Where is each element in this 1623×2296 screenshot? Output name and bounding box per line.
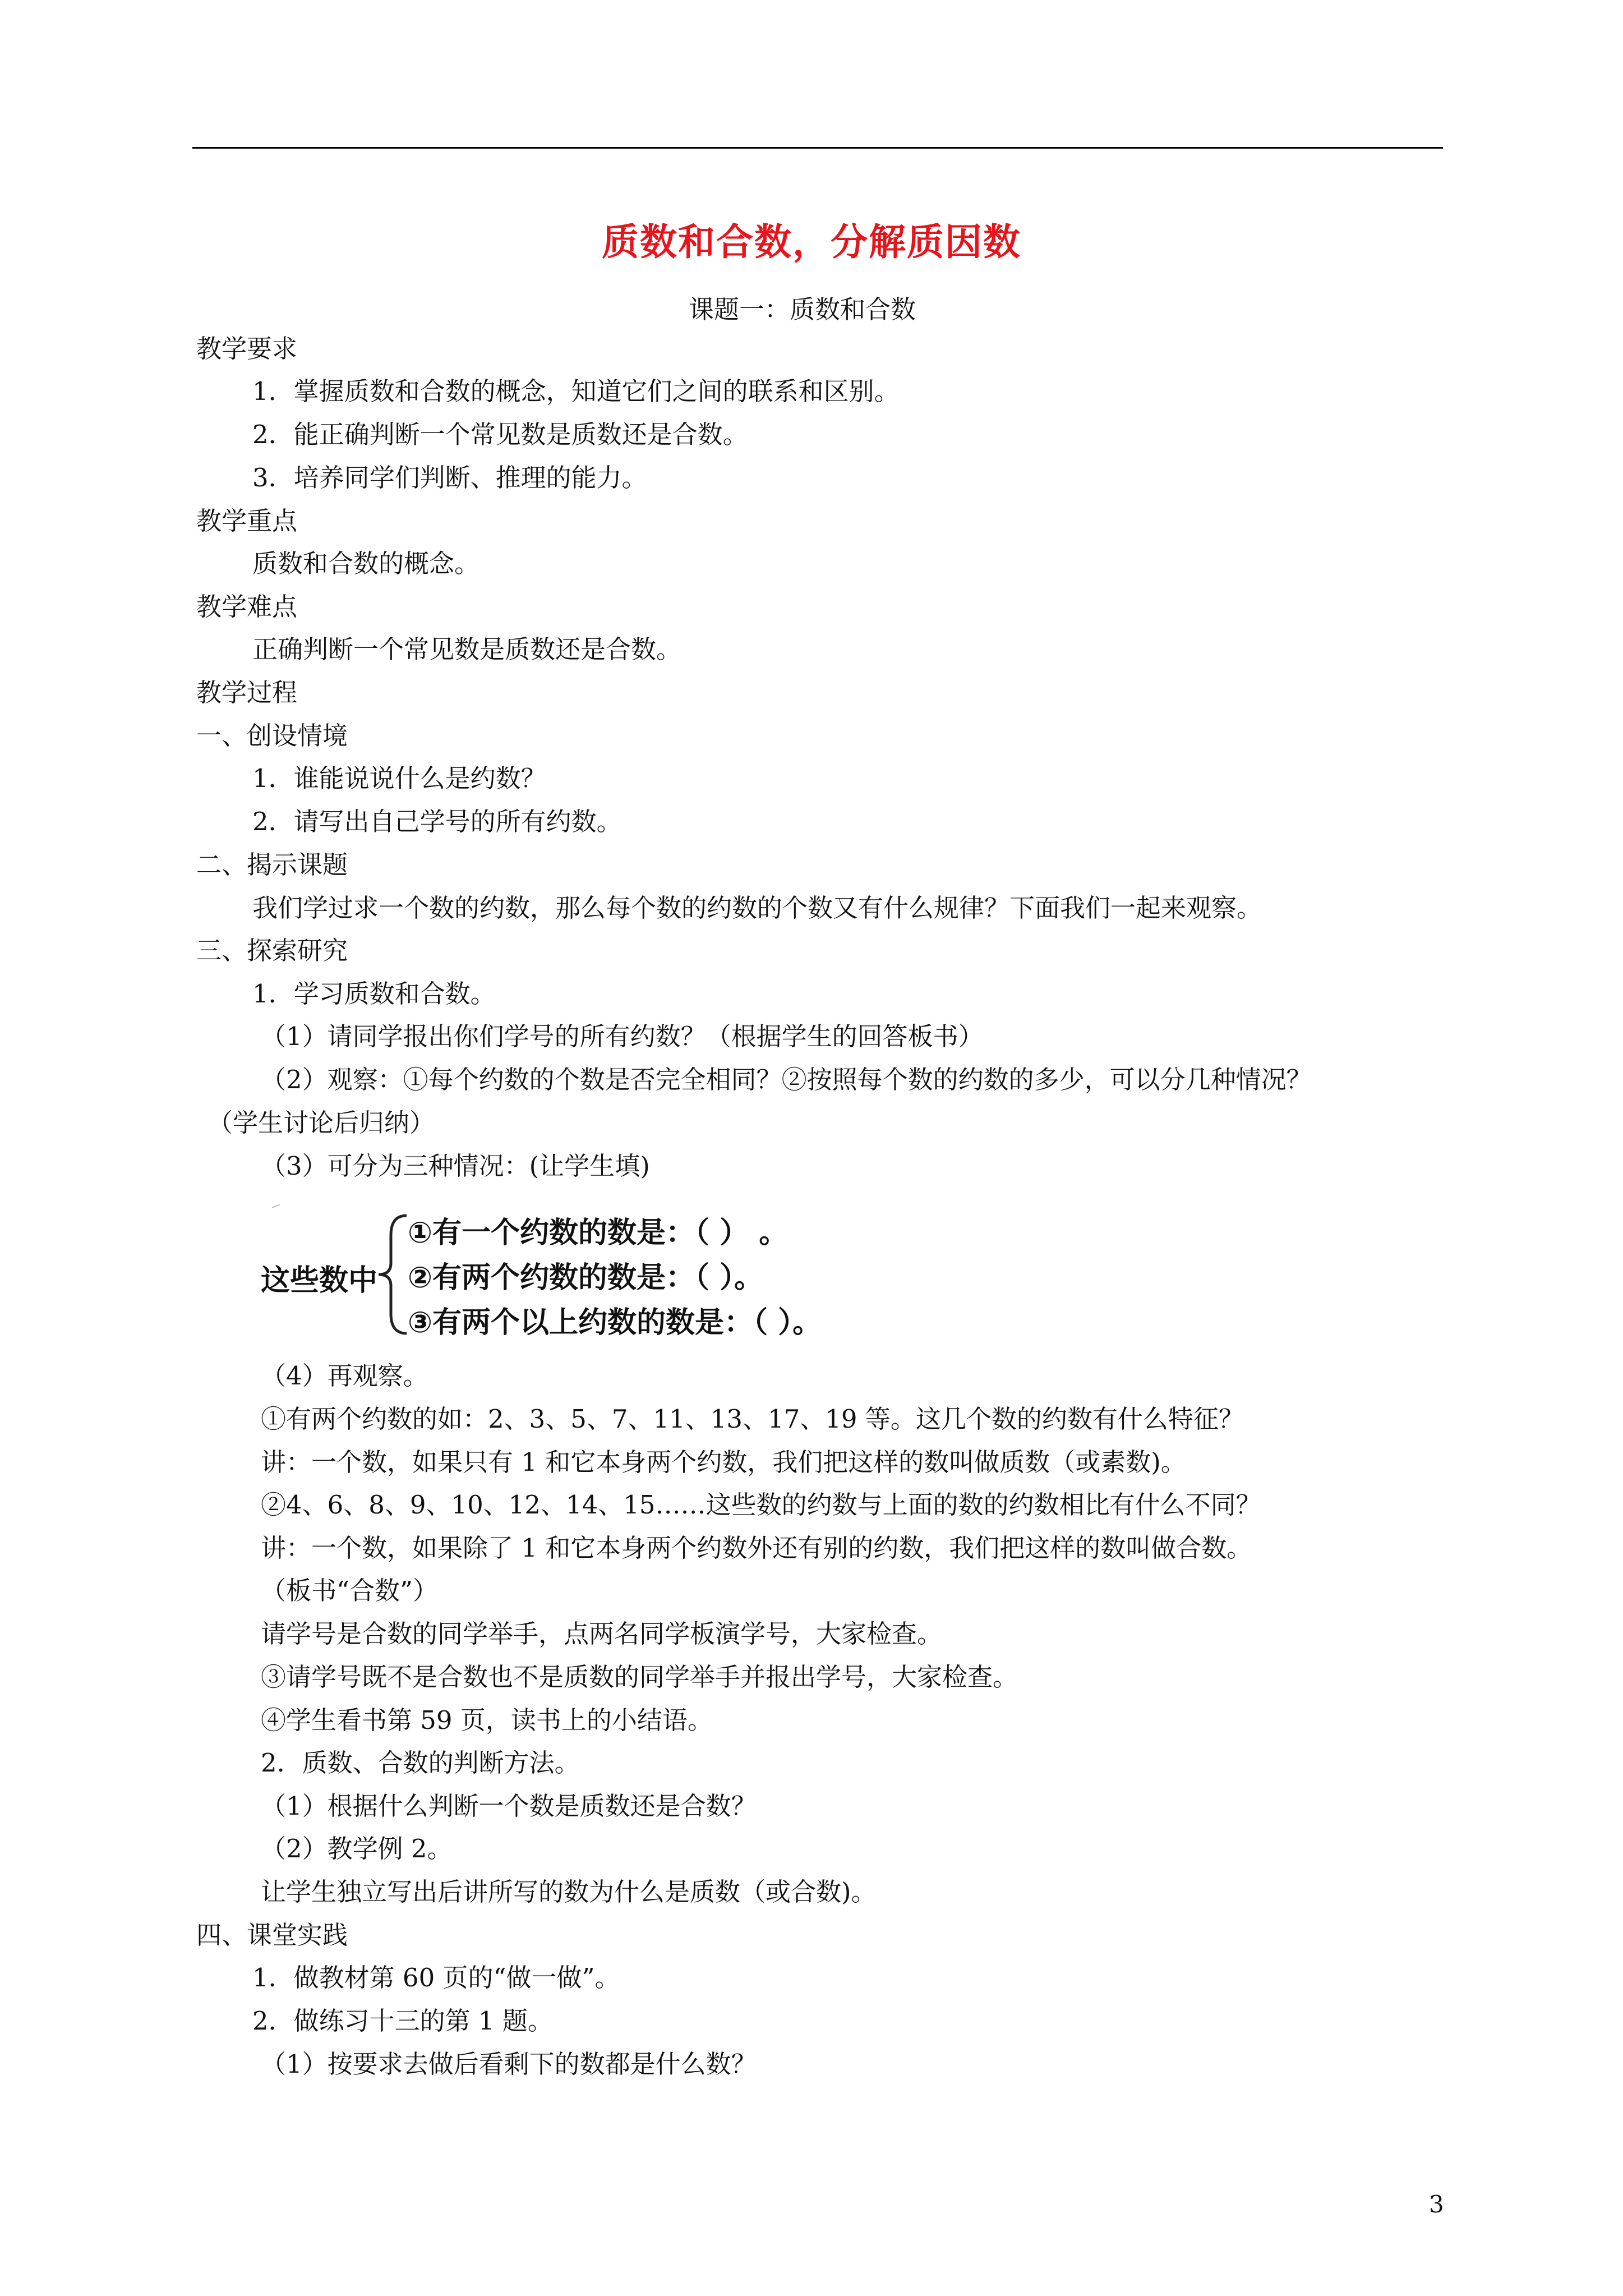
section-3-line: ④学生看书第 59 页，读书上的小结语。 [261, 1705, 713, 1735]
section-4-item: 1．做教材第 60 页的“做一做”。 [252, 1963, 620, 1993]
section-3-method: 让学生独立写出后讲所写的数为什么是质数（或合数)。 [261, 1877, 877, 1907]
requirement-item: 2．能正确判断一个常见数是质数还是合数。 [252, 420, 748, 449]
classification-figure [255, 1203, 872, 1349]
section-3-line: ①有两个约数的如：2、3、5、7、11、13、17、19 等。这几个数的约数有什么特征？ [261, 1404, 1244, 1434]
section-1-heading: 一、创设情境 [196, 721, 348, 751]
section-3-method: （1）根据什么判断一个数是质数还是合数？ [261, 1791, 757, 1821]
scan-mark [272, 1204, 280, 1208]
section-3-line: ③请学号既不是合数也不是质数的同学举手并报出学号，大家检查。 [261, 1662, 1018, 1692]
section-2-text: 我们学过求一个数的约数，那么每个数的约数的个数又有什么规律？下面我们一起来观察。 [252, 893, 1262, 923]
heading-difficulties: 教学难点 [196, 592, 298, 622]
section-3-subheading: 1．学习质数和合数。 [252, 979, 496, 1009]
document-title: 质数和合数，分解质因数 [602, 220, 1021, 264]
section-3-line: 讲：一个数，如果除了 1 和它本身两个约数外还有别的约数，我们把这样的数叫做合数。 [261, 1533, 1252, 1563]
section-3-question: （1）请同学报出你们学号的所有约数？（根据学生的回答板书） [261, 1022, 984, 1051]
section-3-line: （板书“合数”） [261, 1576, 439, 1605]
heading-process: 教学过程 [196, 678, 298, 707]
figure-lead-label: 这些数中 [261, 1264, 378, 1297]
section-3-line: 请学号是合数的同学举手，点两名同学板演学号，大家检查。 [261, 1619, 943, 1649]
lesson-subtitle: 课题一：质数和合数 [689, 295, 916, 324]
section-4-subitem: （1）按要求去做后看剩下的数都是什么数？ [261, 2049, 757, 2079]
header-rule [192, 147, 1443, 149]
section-3-question: （2）观察：①每个约数的个数是否完全相同？②按照每个数的约数的多少，可以分几种情况？ [261, 1065, 1312, 1094]
key-points-text: 质数和合数的概念。 [252, 549, 480, 578]
requirement-item: 1．掌握质数和合数的概念，知道它们之间的联系和区别。 [252, 376, 900, 406]
section-1-item: 2．请写出自己学号的所有约数。 [252, 807, 622, 836]
figure-item: ①有一个约数的数是：（ ） 。 [408, 1216, 789, 1250]
difficulties-text: 正确判断一个常见数是质数还是合数。 [252, 634, 682, 664]
figure-item: ③有两个以上约数的数是：（ ）。 [408, 1306, 822, 1340]
section-3-subheading: 2．质数、合数的判断方法。 [261, 1748, 580, 1778]
requirement-item: 3．培养同学们判断、推理的能力。 [252, 463, 647, 493]
section-3-heading: 三、探索研究 [196, 936, 348, 965]
heading-key-points: 教学重点 [196, 506, 298, 536]
section-2-heading: 二、揭示课题 [196, 850, 348, 880]
section-3-question: （3）可分为三种情况：(让学生填) [261, 1151, 650, 1181]
section-3-question-wrap: （学生讨论后归纳） [208, 1108, 435, 1138]
heading-requirements: 教学要求 [196, 334, 298, 364]
section-1-item: 1．谁能说说什么是约数？ [252, 763, 546, 793]
section-4-item: 2．做练习十三的第 1 题。 [252, 2006, 553, 2036]
section-4-heading: 四、课堂实践 [196, 1920, 348, 1950]
page-number: 3 [1429, 2191, 1444, 2218]
section-3-line: 讲：一个数，如果只有 1 和它本身两个约数，我们把这样的数叫做质数（或素数)。 [261, 1447, 1186, 1477]
section-3-question: （4）再观察。 [261, 1361, 428, 1391]
section-3-line: ②4、6、8、9、10、12、14、15……这些数的约数与上面的数的约数相比有什么不同？ [261, 1490, 1261, 1520]
section-3-method: （2）教学例 2。 [261, 1834, 453, 1864]
figure-item: ②有两个约数的数是：（ ）。 [408, 1261, 764, 1295]
